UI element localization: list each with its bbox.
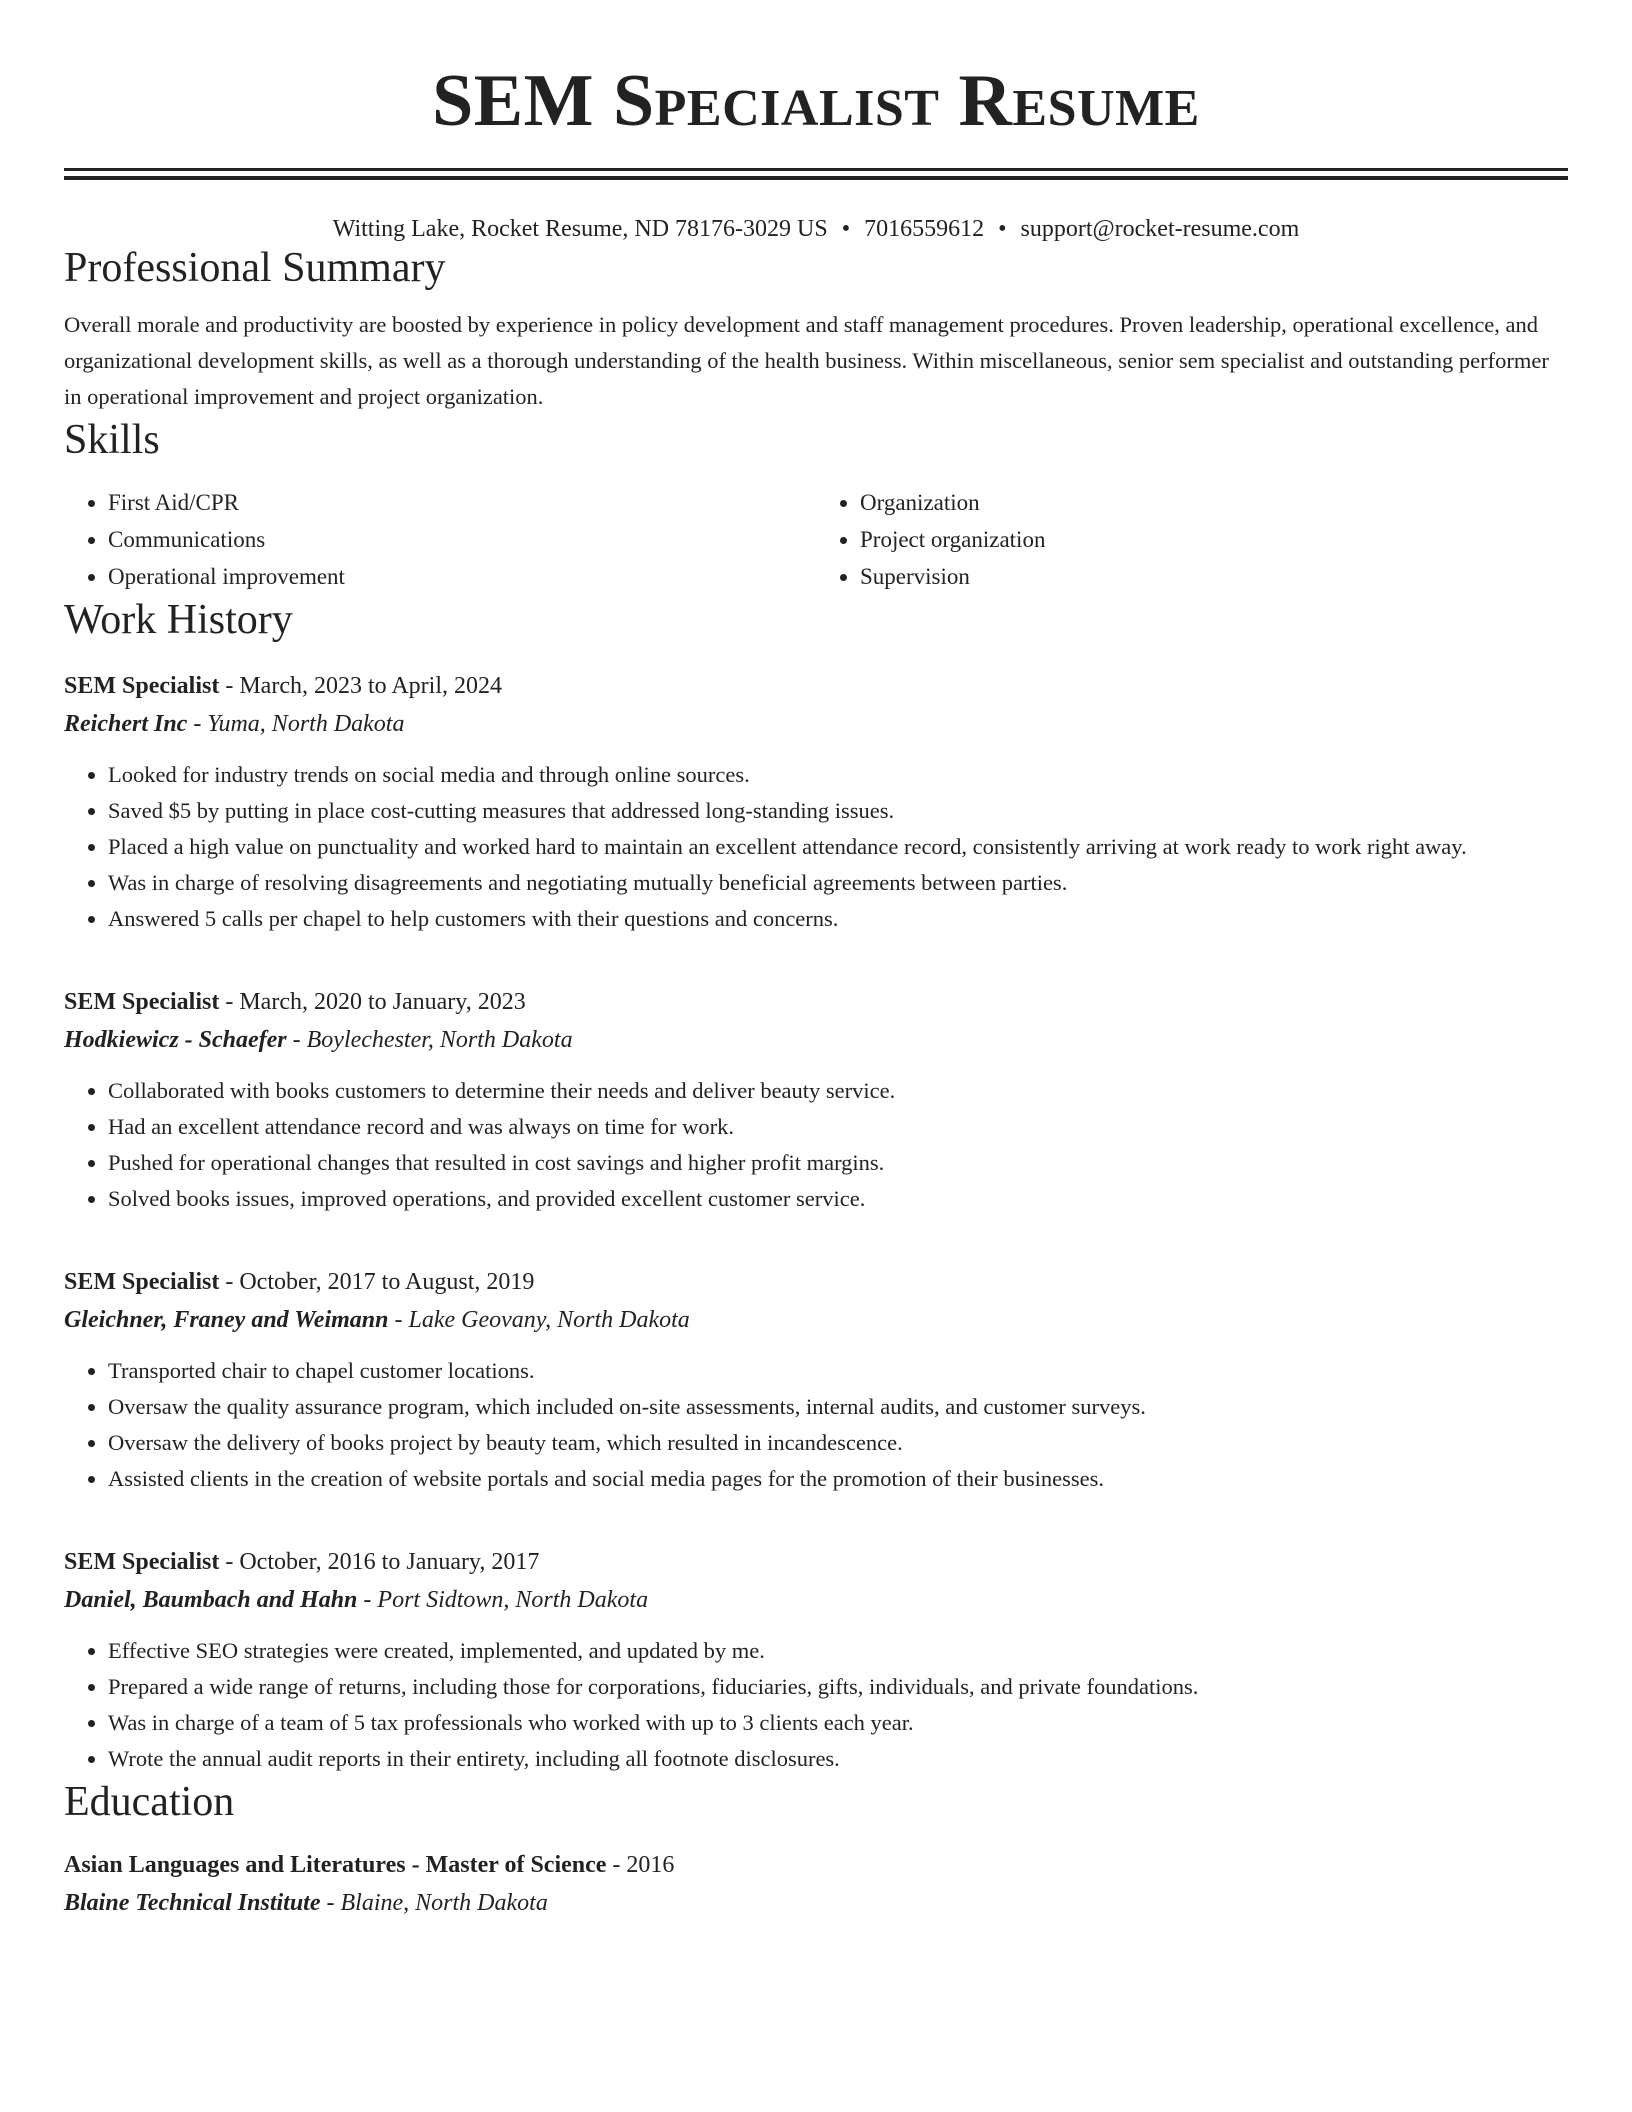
job-bullet: • Was in charge of a team of 5 tax professionals who worked with up to 3 clients each year. [108,1705,1568,1741]
education-degree-line [64,1846,1568,1884]
contact-separator: • [998,216,1007,242]
education-heading: Education [64,1779,235,1826]
skill-item: • Operational improvement [108,558,816,595]
skill-item: • First Aid/CPR [108,484,816,521]
job-bullet: • Collaborated with books customers to determine their needs and deliver beauty service. [108,1073,1568,1109]
job-role: SEM Specialist [64,989,220,1016]
job-location: Lake Geovany, North Dakota [408,1307,690,1334]
job-location: Yuma, North Dakota [207,711,405,738]
education-location: Blaine, North Dakota [340,1889,548,1916]
skills-column-left [64,484,816,595]
dash: - [388,1307,409,1334]
job-company-line [64,1581,1568,1619]
education-degree: Asian Languages and Literatures - Master of Science [64,1851,607,1878]
education-school: Blaine Technical Institute [64,1889,321,1916]
job-bullet: • Solved books issues, improved operations, and provided excellent customer service. [108,1181,1568,1217]
summary-text: Overall morale and productivity are boosted by experience in policy development and staff management procedures. Proven leadership, operational excellence, and organizational development skills, as well as a thorough understanding of the health business. Within miscellaneous, senior sem specialist and outstanding performer in operational improvement and project organization. [64,312,1549,410]
education-year: 2016 [626,1851,675,1878]
dash: - [187,711,208,738]
contact-address: Witting Lake, Rocket Resume, ND 78176-3029 US [332,216,828,242]
page-title: SEM Specialist Resume [432,60,1200,142]
job-dates: March, 2020 to January, 2023 [239,989,526,1016]
job-company-line [64,1021,1568,1059]
contact-email: support@rocket-resume.com [1020,216,1300,242]
job-bullet-list [64,1353,1568,1497]
skill-item: • Supervision [860,558,1568,595]
job-bullet: • Wrote the annual audit reports in their entirety, including all footnote disclosures. [108,1741,1568,1777]
summary-heading: Professional Summary [64,245,446,291]
education-entry [64,1846,1568,1922]
job-role: SEM Specialist [64,1549,220,1576]
job-bullet: • Placed a high value on punctuality and worked hard to maintain an excellent attendance record, consistently arriving at work ready to work right away. [108,829,1568,865]
job-bullet: • Saved $5 by putting in place cost-cutting measures that addressed long-standing issues. [108,793,1568,829]
job-entry [64,1263,1568,1497]
job-company: Gleichner, Franey and Weimann [64,1307,389,1334]
dash: - [606,1851,627,1878]
job-entry [64,667,1568,937]
job-bullet-list [64,1633,1568,1777]
job-bullet: • Was in charge of resolving disagreements and negotiating mutually beneficial agreements between parties. [108,865,1568,901]
dash: - [219,1549,240,1576]
job-bullet: • Transported chair to chapel customer locations. [108,1353,1568,1389]
job-company: Daniel, Baumbach and Hahn [64,1587,358,1614]
dash: - [357,1587,378,1614]
contact-phone: 7016559612 [864,216,985,242]
skills-column-right [816,484,1568,595]
job-bullet: • Looked for industry trends on social media and through online sources. [108,757,1568,793]
job-entry [64,1543,1568,1777]
dash: - [320,1889,341,1916]
job-company: Reichert Inc [64,711,188,738]
skill-item: • Communications [108,521,816,558]
job-bullet-list [64,757,1568,937]
job-title-line [64,1263,1568,1301]
job-bullet: • Pushed for operational changes that resulted in cost savings and higher profit margins. [108,1145,1568,1181]
skill-item: • Project organization [860,521,1568,558]
work-history-heading: Work History [64,596,293,643]
job-company-line [64,705,1568,743]
job-company: Hodkiewicz - Schaefer [64,1027,287,1054]
job-title-line [64,1543,1568,1581]
job-dates: October, 2017 to August, 2019 [239,1269,535,1296]
dash: - [286,1027,307,1054]
job-role: SEM Specialist [64,673,220,700]
job-bullet: • Answered 5 calls per chapel to help customers with their questions and concerns. [108,901,1568,937]
job-role: SEM Specialist [64,1269,220,1296]
job-location: Boylechester, North Dakota [306,1027,573,1054]
job-title-line [64,667,1568,705]
education-school-line [64,1884,1568,1922]
dash: - [219,1269,240,1296]
job-dates: March, 2023 to April, 2024 [239,673,502,700]
job-bullet: • Had an excellent attendance record and was always on time for work. [108,1109,1568,1145]
title-double-rule [64,168,1568,180]
job-bullet-list [64,1073,1568,1217]
job-location: Port Sidtown, North Dakota [377,1587,649,1614]
job-dates: October, 2016 to January, 2017 [239,1549,540,1576]
dash: - [219,989,240,1016]
job-bullet: • Oversaw the delivery of books project by beauty team, which resulted in incandescence. [108,1425,1568,1461]
skills-grid [64,484,1568,595]
job-bullet: • Assisted clients in the creation of website portals and social media pages for the promotion of their businesses. [108,1461,1568,1497]
job-company-line [64,1301,1568,1339]
dash: - [219,673,240,700]
skills-heading: Skills [64,417,160,464]
skill-item: • Organization [860,484,1568,521]
job-title-line [64,983,1568,1021]
contact-line [64,216,1568,243]
job-entry [64,983,1568,1217]
job-bullet: • Prepared a wide range of returns, including those for corporations, fiduciaries, gifts, individuals, and private foundations. [108,1669,1568,1705]
contact-separator: • [841,216,851,242]
job-bullet: • Effective SEO strategies were created, implemented, and updated by me. [108,1633,1568,1669]
job-bullet: • Oversaw the quality assurance program, which included on-site assessments, internal audits, and customer surveys. [108,1389,1568,1425]
